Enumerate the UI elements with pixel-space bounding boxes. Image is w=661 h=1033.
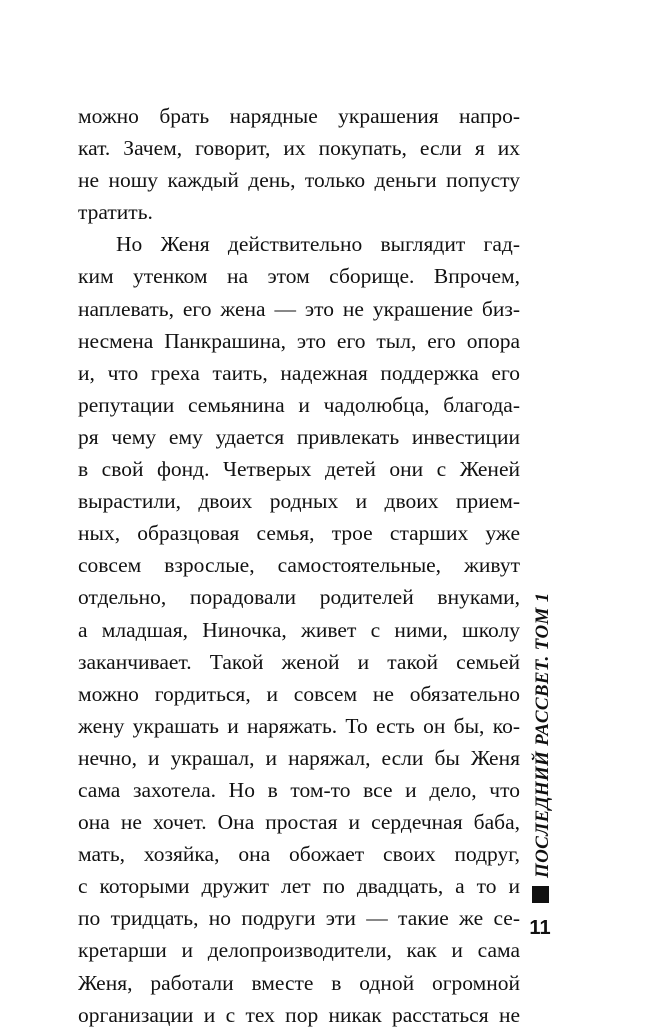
text-line: вырастили, двоих родных и двоих прием- xyxy=(78,489,520,514)
text-line: кат. Зачем, говорит, их покупать, если я их xyxy=(78,136,520,161)
text-line: не ношу каждый день, только деньги попусту xyxy=(78,168,520,193)
text-line: отдельно, порадовали родителей внуками, xyxy=(78,585,520,610)
text-line: ных, образцовая семья, трое старших уже xyxy=(78,521,520,546)
text-line: несмена Панкрашина, это его тыл, его опора xyxy=(78,328,520,353)
square-marker-icon xyxy=(532,886,549,903)
text-line: в свой фонд. Четверых детей они с Женей xyxy=(78,457,520,482)
text-line: она не хочет. Она простая и сердечная баба, xyxy=(78,810,520,835)
text-line: и, что греха таить, надежная поддержка его xyxy=(78,360,520,385)
text-line: можно гордиться, и совсем не обязательно xyxy=(78,681,520,706)
text-line: заканчивает. Такой женой и такой семьей xyxy=(78,649,520,674)
text-line: Но Женя действительно выглядит гад- xyxy=(116,232,520,257)
text-line: репутации семьянина и чадолюбца, благода- xyxy=(78,392,520,417)
page-number: 11 xyxy=(529,917,551,939)
text-line: наплевать, его жена — это не украшение биз- xyxy=(78,296,520,321)
running-title: ПОСЛЕДНИЙ РАССВЕТ. ТОМ 1 xyxy=(532,592,553,878)
text-line: сама захотела. Но в том-то все и дело, что xyxy=(78,777,520,802)
text-line: кретарши и делопроизводители, как и сама xyxy=(78,938,520,963)
text-line: организации и с тех пор никак расстаться не xyxy=(78,1002,520,1027)
text-line: жену украшать и наряжать. То есть он бы, ко- xyxy=(78,713,520,738)
text-line: мать, хозяйка, она обожает своих подруг, xyxy=(78,842,520,867)
text-line: с которыми дружит лет по двадцать, а то и xyxy=(78,874,520,899)
text-line: Женя, работали вместе в одной огромной xyxy=(78,970,520,995)
text-line: а младшая, Ниночка, живет с ними, школу xyxy=(78,617,520,642)
text-line: нечно, и украшал, и наряжал, если бы Женя xyxy=(78,745,520,770)
text-line: по тридцать, но подруги эти — такие же се- xyxy=(78,906,520,931)
text-line: ким утенком на этом сборище. Впрочем, xyxy=(78,264,520,289)
text-line: ря чему ему удается привлекать инвестиции xyxy=(78,424,520,449)
text-line: совсем взрослые, самостоятельные, живут xyxy=(78,553,520,578)
text-line: можно брать нарядные украшения напро- xyxy=(78,104,520,128)
body-text xyxy=(78,100,520,1031)
text-line: тратить. xyxy=(78,200,153,225)
